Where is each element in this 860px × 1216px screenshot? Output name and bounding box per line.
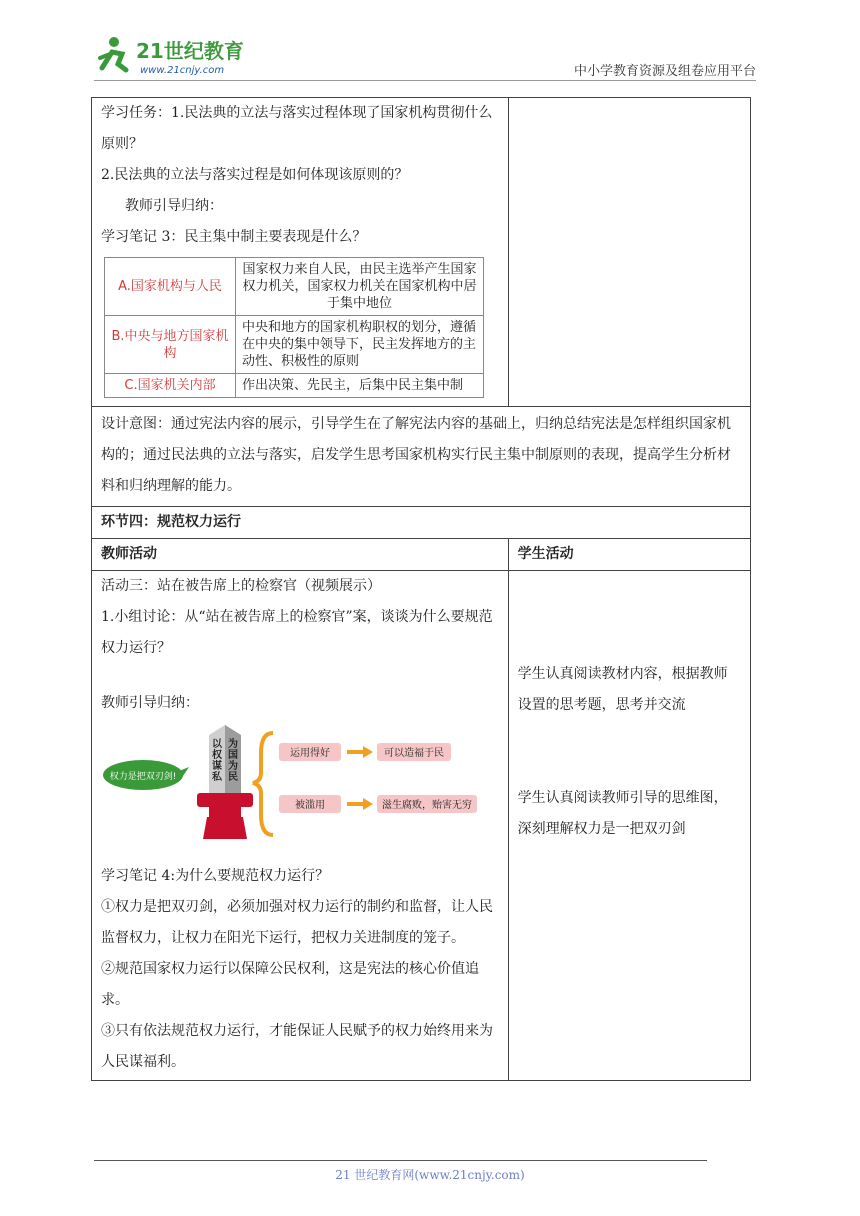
bubble [103,760,189,790]
learning-task-2: 2.民法典的立法与落实过程是如何体现该原则的？ [101,167,409,183]
table-row [105,374,484,398]
design-intent: 设计意图：通过宪法内容的展示，引导学生在了解宪法内容的基础上，归纳总结宪法是怎样组织国家机构的；通过民法典的立法与落实，启发学生思考国家机构实行民主集中制原则的表现，提高学生分析材料和归纳理解的能力。 [92,407,751,507]
platform-title: 中小学教育资源及组卷应用平台 [573,64,756,79]
row-good-right: 可以造福于民 [384,748,444,759]
sword-left-text: 以权谋私 [212,739,222,783]
note-item: ①权力是把双刃剑，必须加强对权力运行的制约和监督，让人民监督权力，让权力在阳光下运行，把权力关进制度的笼子。 [101,899,493,946]
lesson-table [91,97,751,1081]
row-abuse-right: 滋生腐败，贻害无穷 [382,800,472,811]
row-label: A.国家机构与人民 [105,258,236,316]
footer-text: 21 世纪教育网(www.21cnjy.com) [335,1168,525,1182]
study-note-3: 学习笔记 3：民主集中制主要表现是什么？ [101,229,367,245]
student-activity-cell [508,571,750,1081]
double-edged-sword-diagram [101,723,481,843]
design-intent-row [92,407,751,507]
discussion: 1.小组讨论：从“站在被告席上的检察官”案，谈谈为什么要规范权力运行？ [101,609,493,656]
teacher-guide: 教师引导归纳： [125,198,223,214]
section-title: 环节四：规范权力运行 [92,507,751,539]
sword-icon [197,725,253,839]
logo [96,34,266,78]
note-item: ③只有依法规范权力运行，才能保证人民赋予的权力始终用来为人民谋福利。 [101,1023,493,1070]
row-label: C.国家机关内部 [105,374,236,398]
row-label: B.中央与地方国家机构 [105,316,236,374]
teacher-guide-2: 教师引导归纳： [101,695,199,711]
student-text-2: 学生认真阅读教师引导的思维图，深刻理解权力是一把双刃剑 [517,790,728,837]
teacher-header: 教师活动 [92,539,509,571]
top-left-cell [92,98,509,407]
centralism-table [104,257,484,398]
activity-title: 活动三：站在被告席上的检察官（视频展示） [101,578,381,594]
bubble-text: 权力是把双刃剑! [109,772,177,782]
teacher-activity-cell [92,571,509,1081]
top-right-cell [508,98,750,407]
student-header: 学生活动 [508,539,750,571]
row-desc: 中央和地方的国家机构职权的划分，遵循在中央的集中领导下，民主发挥地方的主动性、积极性的原则 [236,316,484,374]
header-divider [94,80,756,81]
row-abuse [279,795,477,813]
learning-task: 学习任务：1.民法典的立法与落实过程体现了国家机构贯彻什么原则？ [101,105,493,152]
logo-url: www.21cnjy.com [140,65,225,76]
activity-row [92,571,751,1081]
logo-text: 21世纪教育 [136,39,244,63]
row-abuse-left: 被滥用 [295,800,325,811]
sword-right-text: 为国为民 [228,739,238,783]
runner-icon [100,37,126,70]
row-good [279,743,451,761]
column-header-row [92,539,751,571]
row-desc: 国家权力来自人民，由民主选举产生国家权力机关，国家权力机关在国家机构中居于集中地位 [236,258,484,316]
student-text-1: 学生认真阅读教材内容，根据教师设置的思考题，思考并交流 [517,666,728,713]
table-row [105,258,484,316]
row-good-left: 运用得好 [290,748,330,759]
study-note-4: 学习笔记 4:为什么要规范权力运行？ [101,868,330,884]
section-row [92,507,751,539]
brace [253,733,273,835]
footer-divider [94,1160,707,1161]
table-row [105,316,484,374]
note-item: ②规范国家权力运行以保障公民权利，这是宪法的核心价值追求。 [101,961,479,1008]
row-desc: 作出决策、先民主，后集中民主集中制 [236,374,484,398]
top-row [92,98,751,407]
